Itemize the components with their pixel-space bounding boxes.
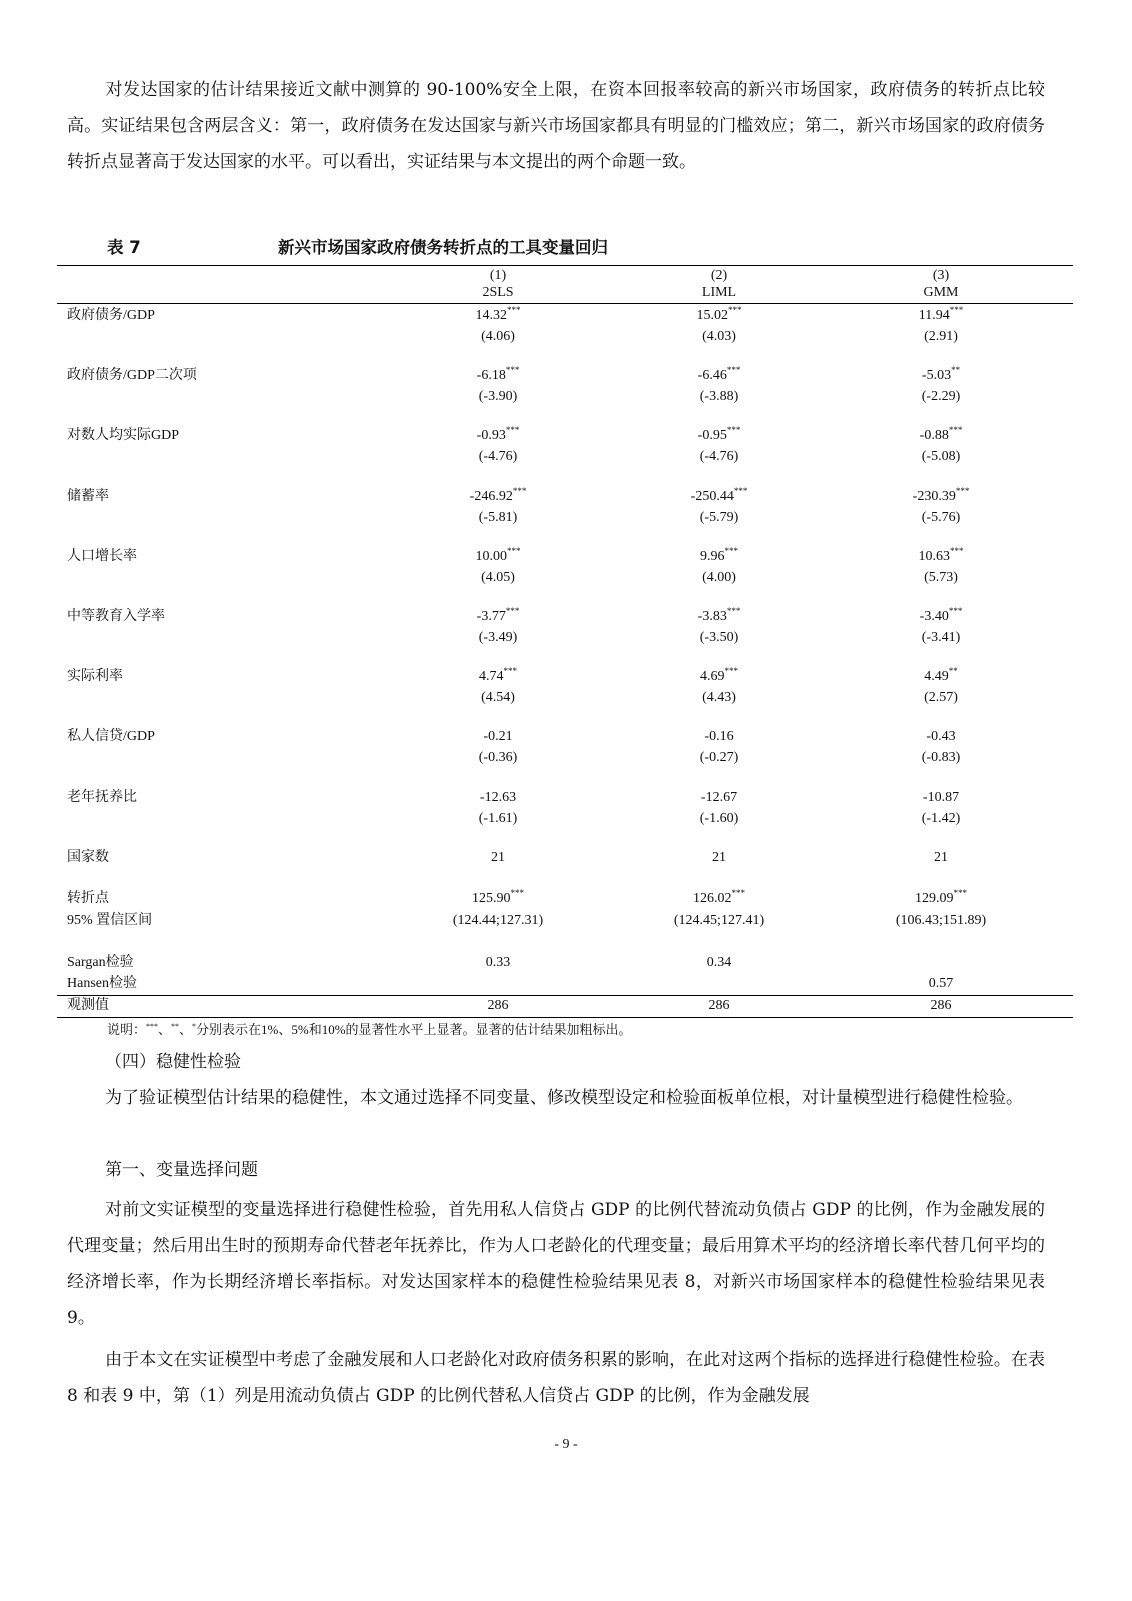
coefficient-cell-value: 10.00 bbox=[475, 549, 507, 564]
sargan-label bbox=[67, 954, 134, 971]
countries-label-value: 国家数 bbox=[67, 850, 109, 865]
coefficient-cell-value: -3.77 bbox=[476, 609, 506, 624]
coefficient-cell bbox=[841, 548, 1041, 565]
significance-stars: *** bbox=[724, 546, 738, 556]
t-stat-cell bbox=[619, 629, 819, 646]
sargan-cell-value: 0.33 bbox=[485, 955, 511, 970]
ci-cell bbox=[841, 912, 1041, 929]
page-number: - 9 - bbox=[554, 1437, 578, 1452]
coefficient-cell-value: -6.46 bbox=[697, 368, 727, 383]
t-stat-cell-value: (4.05) bbox=[481, 570, 515, 585]
t-stat-cell bbox=[619, 388, 819, 405]
coefficient-cell-value: -0.88 bbox=[919, 428, 949, 443]
t-stat-cell bbox=[619, 810, 819, 827]
note-star: ** bbox=[171, 1022, 180, 1031]
coefficient-cell bbox=[398, 488, 598, 505]
note-prefix: 说明： bbox=[107, 1022, 147, 1037]
hansen-cell-value: 0.57 bbox=[928, 976, 954, 991]
t-stat-cell bbox=[398, 328, 598, 345]
coefficient-cell bbox=[619, 488, 819, 505]
col-number: (1) bbox=[489, 268, 507, 283]
t-stat-cell-value: (4.06) bbox=[481, 329, 515, 344]
coefficient-cell-value: -0.16 bbox=[704, 729, 734, 744]
significance-stars: *** bbox=[955, 486, 970, 496]
t-stat-cell-value: (4.00) bbox=[702, 570, 736, 585]
observations-cell bbox=[841, 997, 1041, 1014]
t-stat-cell-value: (4.03) bbox=[702, 329, 736, 344]
countries-cell bbox=[841, 849, 1041, 866]
table-obs-rule bbox=[57, 995, 1073, 996]
note-sep: 、 bbox=[179, 1022, 193, 1037]
coefficient-cell bbox=[619, 668, 819, 685]
observations-cell-value: 286 bbox=[487, 998, 509, 1013]
ci-label-value: 95% 置信区间 bbox=[67, 913, 153, 928]
coefficient-cell bbox=[841, 488, 1041, 505]
note-star: * bbox=[192, 1022, 197, 1031]
countries-cell bbox=[398, 849, 598, 866]
row-label-value: 政府债务/GDP bbox=[67, 308, 155, 323]
coefficient-cell-value: -0.95 bbox=[697, 428, 727, 443]
coefficient-cell bbox=[398, 728, 598, 745]
coefficient-cell bbox=[398, 307, 598, 324]
significance-stars: *** bbox=[503, 666, 517, 676]
row-label bbox=[67, 367, 197, 384]
coefficient-cell bbox=[398, 548, 598, 565]
table-top-rule bbox=[57, 265, 1073, 266]
coefficient-cell bbox=[841, 427, 1041, 444]
coefficient-cell-value: -12.67 bbox=[700, 790, 738, 805]
col-method: 2SLS bbox=[482, 285, 514, 300]
t-stat-cell bbox=[841, 629, 1041, 646]
t-stat-cell-value: (-3.88) bbox=[699, 389, 739, 404]
t-stat-cell bbox=[398, 388, 598, 405]
turning_point-cell bbox=[398, 890, 598, 907]
coefficient-cell bbox=[619, 548, 819, 565]
countries-cell-value: 21 bbox=[491, 850, 505, 865]
row-label-value: 储蓄率 bbox=[67, 489, 109, 504]
table-note bbox=[107, 1019, 632, 1038]
coefficient-cell bbox=[841, 789, 1041, 806]
significance-stars: *** bbox=[728, 305, 742, 315]
coefficient-cell bbox=[398, 427, 598, 444]
observations-cell bbox=[398, 997, 598, 1014]
t-stat-cell bbox=[398, 509, 598, 526]
row-label bbox=[67, 427, 179, 444]
coefficient-cell bbox=[619, 608, 819, 625]
t-stat-cell-value: (-3.90) bbox=[478, 389, 518, 404]
observations-label bbox=[67, 997, 109, 1014]
t-stat-cell-value: (-4.76) bbox=[478, 449, 518, 464]
turning_point-cell-value: 125.90 bbox=[472, 891, 511, 906]
coefficient-cell-value: -250.44 bbox=[690, 489, 734, 504]
hansen-label bbox=[67, 975, 137, 992]
col-number: (2) bbox=[710, 268, 728, 283]
row-label-value: 对数人均实际GDP bbox=[67, 428, 180, 443]
t-stat-cell bbox=[398, 569, 598, 586]
col-method: LIML bbox=[701, 285, 737, 300]
observations-cell bbox=[619, 997, 819, 1014]
t-stat-cell bbox=[619, 448, 819, 465]
t-stat-cell-value: (5.73) bbox=[924, 570, 958, 585]
coefficient-cell-value: 11.94 bbox=[918, 308, 950, 323]
ci-cell bbox=[398, 912, 598, 929]
significance-stars: *** bbox=[953, 888, 967, 898]
countries-label bbox=[67, 849, 109, 866]
note-sep: 、 bbox=[158, 1022, 172, 1037]
turning_point-cell bbox=[841, 890, 1041, 907]
coefficient-cell bbox=[398, 668, 598, 685]
ci-cell-value: (124.44;127.31) bbox=[452, 913, 544, 928]
t-stat-cell bbox=[619, 689, 819, 706]
row-label bbox=[67, 668, 123, 685]
significance-stars: *** bbox=[948, 425, 963, 435]
significance-stars: *** bbox=[505, 365, 520, 375]
row-label-value: 政府债务/GDP二次项 bbox=[67, 368, 197, 383]
significance-stars: *** bbox=[733, 486, 748, 496]
coefficient-cell-value: -230.39 bbox=[912, 489, 956, 504]
t-stat-cell-value: (2.57) bbox=[924, 690, 958, 705]
t-stat-cell bbox=[398, 810, 598, 827]
coefficient-cell-value: -5.03 bbox=[921, 368, 952, 383]
coefficient-cell-value: -0.21 bbox=[483, 729, 513, 744]
observations-label-value: 观测值 bbox=[67, 998, 109, 1013]
ci-cell-value: (106.43;151.89) bbox=[895, 913, 987, 928]
t-stat-cell-value: (-3.49) bbox=[478, 630, 518, 645]
significance-stars: *** bbox=[507, 546, 521, 556]
col-method: GMM bbox=[923, 285, 959, 300]
sargan-cell bbox=[619, 954, 819, 971]
row-label-value: 中等教育入学率 bbox=[67, 609, 165, 624]
t-stat-cell-value: (-0.27) bbox=[699, 750, 739, 765]
coefficient-cell-value: 9.96 bbox=[700, 549, 725, 564]
coefficient-cell-value: -3.40 bbox=[919, 609, 949, 624]
ci-cell-value: (124.45;127.41) bbox=[673, 913, 765, 928]
row-label bbox=[67, 728, 155, 745]
section-subheading bbox=[67, 1152, 1045, 1188]
section-heading bbox=[67, 1044, 1045, 1080]
table-title: 新兴市场国家政府债务转折点的工具变量回归 bbox=[278, 238, 608, 257]
coefficient-cell bbox=[841, 367, 1041, 384]
subheading-text: 第一、变量选择问题 bbox=[105, 1160, 258, 1180]
t-stat-cell-value: (-5.79) bbox=[699, 510, 739, 525]
coefficient-cell bbox=[841, 668, 1041, 685]
t-stat-cell bbox=[398, 749, 598, 766]
row-label bbox=[67, 488, 109, 505]
significance-stars: *** bbox=[505, 606, 520, 616]
t-stat-cell bbox=[841, 810, 1041, 827]
section-paragraph-1 bbox=[67, 1080, 1045, 1116]
coefficient-cell-value: -0.93 bbox=[476, 428, 506, 443]
significance-stars: *** bbox=[950, 546, 964, 556]
row-label-value: 老年抚养比 bbox=[67, 790, 137, 805]
coefficient-cell-value: -12.63 bbox=[479, 790, 517, 805]
t-stat-cell-value: (-3.50) bbox=[699, 630, 739, 645]
observations-cell-value: 286 bbox=[930, 998, 952, 1013]
intro-text: 对发达国家的估计结果接近文献中测算的 90-100%安全上限，在资本回报率较高的新兴市场国家，政府债务的转折点比较高。实证结果包含两层含义：第一，政府债务在发达国家与新兴市场国家都具有明显的门槛效应；第二，新兴市场国家的政府债务转折点显著高于发达国家的水平。可以看出，实证结果与本文提出的两个命题一致。 bbox=[67, 80, 1045, 172]
sargan-cell bbox=[398, 954, 598, 971]
significance-stars: *** bbox=[726, 606, 741, 616]
significance-stars: ** bbox=[951, 365, 961, 375]
turning_point-label-value: 转折点 bbox=[67, 891, 109, 906]
ci-cell bbox=[619, 912, 819, 929]
intro-paragraph bbox=[67, 72, 1045, 180]
coefficient-cell bbox=[398, 367, 598, 384]
countries-cell-value: 21 bbox=[934, 850, 948, 865]
t-stat-cell-value: (-2.29) bbox=[921, 389, 961, 404]
coefficient-cell-value: -0.43 bbox=[926, 729, 956, 744]
t-stat-cell-value: (4.54) bbox=[481, 690, 515, 705]
section-heading-text: （四）稳健性检验 bbox=[105, 1052, 241, 1072]
col-number: (3) bbox=[932, 268, 950, 283]
coefficient-cell-value: 10.63 bbox=[918, 549, 950, 564]
coefficient-cell-value: 4.74 bbox=[479, 669, 504, 684]
coefficient-cell-value: 4.49 bbox=[924, 669, 949, 684]
significance-stars: *** bbox=[507, 305, 521, 315]
coefficient-cell bbox=[619, 307, 819, 324]
t-stat-cell bbox=[619, 328, 819, 345]
coefficient-cell-value: -10.87 bbox=[922, 790, 960, 805]
t-stat-cell-value: (-1.61) bbox=[478, 811, 518, 826]
row-label bbox=[67, 307, 155, 324]
t-stat-cell bbox=[619, 749, 819, 766]
countries-cell-value: 21 bbox=[712, 850, 726, 865]
sargan-label-value: Sargan检验 bbox=[67, 955, 134, 970]
t-stat-cell bbox=[398, 448, 598, 465]
coefficient-cell bbox=[619, 728, 819, 745]
coefficient-cell-value: 14.32 bbox=[475, 308, 507, 323]
t-stat-cell-value: (4.43) bbox=[702, 690, 736, 705]
coefficient-cell bbox=[398, 608, 598, 625]
t-stat-cell bbox=[841, 689, 1041, 706]
section-paragraph-3 bbox=[67, 1342, 1045, 1414]
table-header-rule bbox=[57, 303, 1073, 304]
countries-cell bbox=[619, 849, 819, 866]
note-text: 分别表示在1%、5%和10%的显著性水平上显著。显著的估计结果加粗标出。 bbox=[196, 1022, 632, 1037]
t-stat-cell bbox=[398, 689, 598, 706]
significance-stars: *** bbox=[731, 888, 745, 898]
sargan-cell-value: 0.34 bbox=[706, 955, 732, 970]
row-label-value: 实际利率 bbox=[67, 669, 123, 684]
coefficient-cell bbox=[841, 728, 1041, 745]
row-label-value: 私人信贷/GDP bbox=[67, 729, 155, 744]
hansen-cell bbox=[841, 975, 1041, 992]
t-stat-cell-value: (2.91) bbox=[924, 329, 958, 344]
t-stat-cell bbox=[398, 629, 598, 646]
t-stat-cell bbox=[619, 509, 819, 526]
t-stat-cell-value: (-0.36) bbox=[478, 750, 518, 765]
t-stat-cell bbox=[841, 749, 1041, 766]
observations-cell-value: 286 bbox=[708, 998, 730, 1013]
turning_point-cell-value: 129.09 bbox=[915, 891, 954, 906]
paragraph-text: 对前文实证模型的变量选择进行稳健性检验，首先用私人信贷占 GDP 的比例代替流动负债占 GDP 的比例，作为金融发展的代理变量；然后用出生时的预期寿命代替老年抚养比，作为人口老龄化的代理变量；最后用算术平均的经济增长率代替几何平均的经济增长率，作为长期经济增长率指标。对发达国家样本的稳健性检验结果见表 8，对新兴市场国家样本的稳健性检验结果见表 9。 bbox=[67, 1200, 1045, 1328]
t-stat-cell bbox=[841, 448, 1041, 465]
turning_point-label bbox=[67, 890, 109, 907]
significance-stars: *** bbox=[510, 888, 524, 898]
paragraph-text: 为了验证模型估计结果的稳健性，本文通过选择不同变量、修改模型设定和检验面板单位根，对计量模型进行稳健性检验。 bbox=[105, 1088, 1023, 1108]
hansen-label-value: Hansen检验 bbox=[67, 976, 137, 991]
t-stat-cell bbox=[619, 569, 819, 586]
t-stat-cell bbox=[841, 509, 1041, 526]
coefficient-cell-value: 4.69 bbox=[700, 669, 725, 684]
table-label: 表 7 bbox=[107, 238, 141, 257]
paragraph-text: 由于本文在实证模型中考虑了金融发展和人口老龄化对政府债务积累的影响，在此对这两个指标的选择进行稳健性检验。在表 8 和表 9 中，第（1）列是用流动负债占 GDP 的比例代替私人信贷占 GDP 的比例，作为金融发展 bbox=[67, 1350, 1045, 1406]
coefficient-cell-value: -6.18 bbox=[476, 368, 506, 383]
significance-stars: *** bbox=[505, 425, 520, 435]
row-label bbox=[67, 789, 137, 806]
row-label-value: 人口增长率 bbox=[67, 549, 137, 564]
significance-stars: ** bbox=[948, 666, 958, 676]
significance-stars: *** bbox=[948, 606, 963, 616]
coefficient-cell bbox=[619, 789, 819, 806]
t-stat-cell-value: (-5.76) bbox=[921, 510, 961, 525]
turning_point-cell-value: 126.02 bbox=[693, 891, 732, 906]
coefficient-cell bbox=[619, 367, 819, 384]
t-stat-cell bbox=[841, 569, 1041, 586]
note-star: *** bbox=[146, 1022, 159, 1031]
t-stat-cell-value: (-5.08) bbox=[921, 449, 961, 464]
significance-stars: *** bbox=[724, 666, 738, 676]
t-stat-cell bbox=[841, 328, 1041, 345]
significance-stars: *** bbox=[949, 305, 964, 315]
significance-stars: *** bbox=[726, 425, 741, 435]
t-stat-cell-value: (-3.41) bbox=[921, 630, 961, 645]
significance-stars: *** bbox=[512, 486, 527, 496]
turning_point-cell bbox=[619, 890, 819, 907]
t-stat-cell bbox=[841, 388, 1041, 405]
t-stat-cell-value: (-1.60) bbox=[699, 811, 739, 826]
significance-stars: *** bbox=[726, 365, 741, 375]
table-bottom-rule bbox=[57, 1017, 1073, 1018]
t-stat-cell-value: (-5.81) bbox=[478, 510, 518, 525]
row-label bbox=[67, 608, 165, 625]
coefficient-cell-value: -246.92 bbox=[469, 489, 513, 504]
row-label bbox=[67, 548, 137, 565]
ci-label bbox=[67, 912, 152, 929]
section-paragraph-2 bbox=[67, 1192, 1045, 1336]
t-stat-cell-value: (-4.76) bbox=[699, 449, 739, 464]
coefficient-cell bbox=[398, 789, 598, 806]
coefficient-cell-value: 15.02 bbox=[696, 308, 728, 323]
coefficient-cell bbox=[619, 427, 819, 444]
coefficient-cell bbox=[841, 608, 1041, 625]
coefficient-cell bbox=[841, 307, 1041, 324]
coefficient-cell-value: -3.83 bbox=[697, 609, 727, 624]
t-stat-cell-value: (-0.83) bbox=[921, 750, 961, 765]
t-stat-cell-value: (-1.42) bbox=[921, 811, 961, 826]
